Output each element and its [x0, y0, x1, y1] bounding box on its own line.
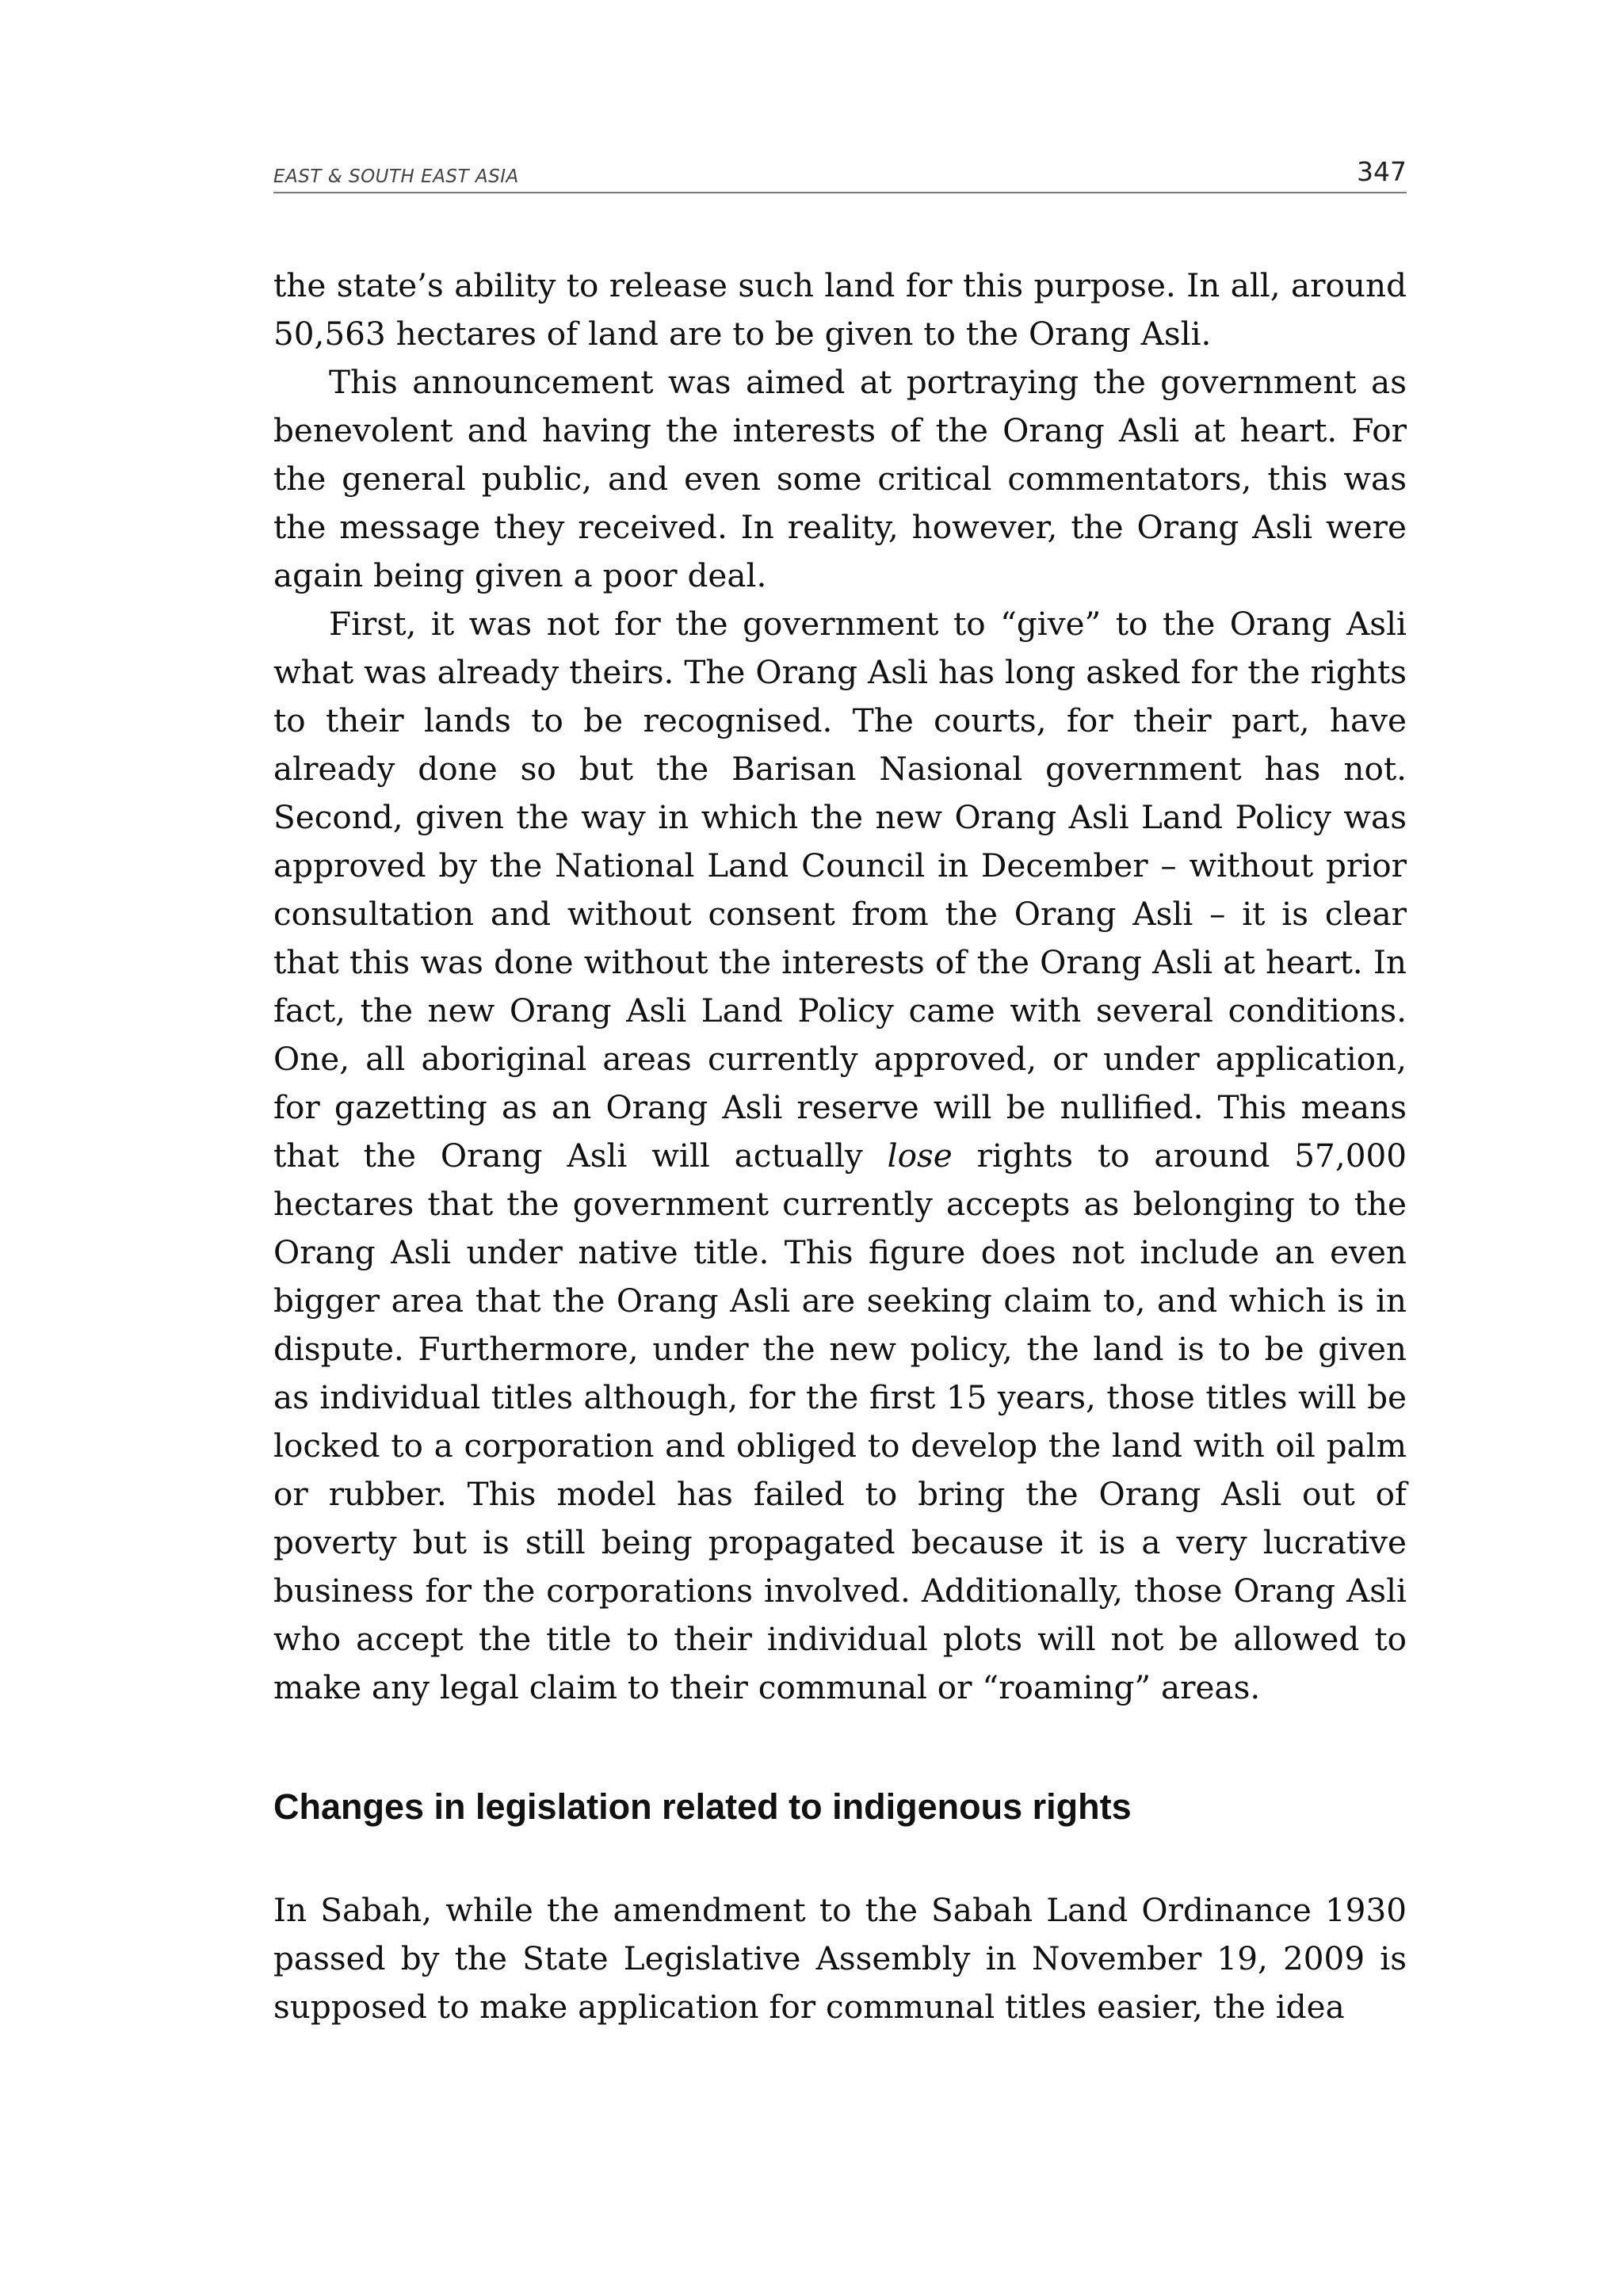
page-number: 347	[1357, 156, 1407, 187]
running-head-title: EAST & SOUTH EAST ASIA	[273, 166, 519, 187]
running-header	[273, 152, 1407, 193]
paragraph-3	[273, 600, 1407, 1712]
section-heading: Changes in legislation related to indigenous rights	[273, 1786, 1132, 1827]
body-text	[273, 262, 1407, 2031]
paragraph-1: the state’s ability to release such land for this purpose. In all, around 50,563 hectares of land are to be given to the Orang Asli.	[273, 266, 1407, 353]
paragraph-2: This announcement was aimed at portraying the government as benevolent and having the interests of the Orang Asli at heart. For the general public, and even some critical commentators, this was the message they received. In reality, however, the Orang Asli were again being given a poor deal.	[273, 363, 1407, 594]
paragraph-3-text-b: rights to around 57,000 hectares that the government currently accepts as belonging to the Orang Asli under native title. This figure does not include an even bigger area that the Orang Asli are seeking claim to, and which is in dispute. Furthermore, under the new policy, the land is to be given as individual titles although, for the first 15 years, those titles will be locked to a corporation and obliged to develop the land with oil palm or rubber. This model has failed to bring the Orang Asli out of poverty but is still being propagated because it is a very lucrative business for the corporations involved. Additionally, those Orang Asli who accept the title to their individual plots will not be allowed to make any legal claim to their communal or “roaming” areas.	[273, 1137, 1407, 1706]
paragraph-3-italic-word: lose	[887, 1137, 953, 1175]
paragraph-3-text-a: First, it was not for the government to “give” to the Orang Asli what was already theirs. The Orang Asli has long asked for the rights to their lands to be recognised. The courts, for their part, have already done so but the Barisan Nasional government has not. Second, given the way in which the new Orang Asli Land Policy was approved by the National Land Council in December – without prior consultation and without consent from the Orang Asli – it is clear that this was done without the interests of the Orang Asli at heart. In fact, the new Orang Asli Land Policy came with several conditions. One, all aboriginal areas currently approved, or under application, for gazetting as an Orang Asli reserve will be nullified. This means that the Orang Asli will actually	[273, 605, 1407, 1175]
paragraph-4: In Sabah, while the amendment to the Sabah Land Ordinance 1930 passed by the State Legislative Assembly in November 19, 2009 is supposed to make application for communal titles easier, the idea	[273, 1891, 1407, 2026]
